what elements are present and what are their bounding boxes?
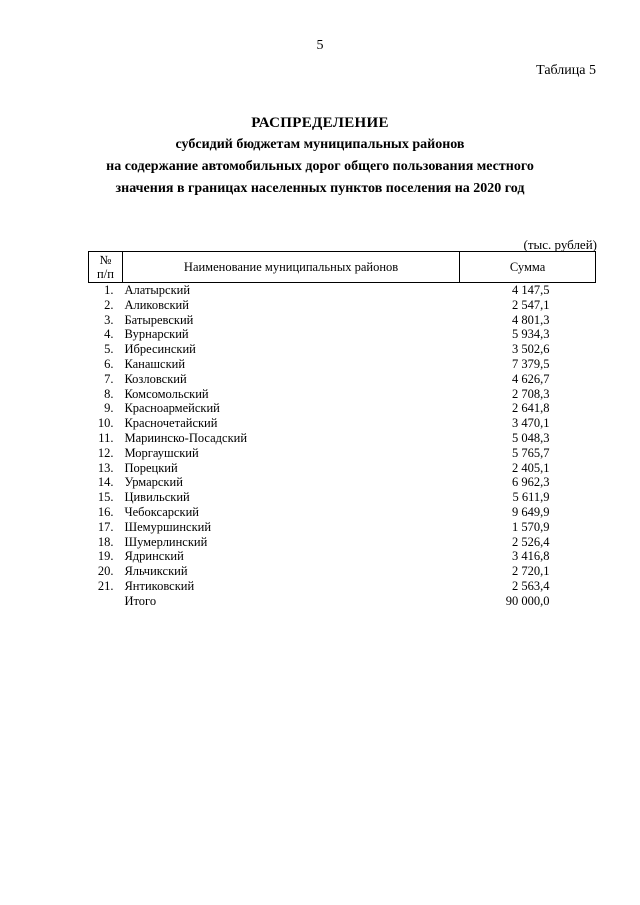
table-row — [89, 505, 596, 520]
district-name: Порецкий — [124, 460, 178, 475]
table-row — [89, 327, 596, 342]
row-number: 9. — [104, 401, 114, 416]
row-number: 7. — [104, 371, 114, 386]
district-name: Янтиковский — [124, 578, 195, 593]
district-name: Шумерлинский — [124, 534, 208, 549]
table-row — [89, 342, 596, 357]
title-line-2: на содержание автомобильных дорог общего пользования местного — [106, 159, 534, 174]
district-name: Алатырский — [124, 283, 191, 297]
subsidy-sum: 2 641,8 — [512, 401, 550, 416]
row-number: 2. — [104, 297, 114, 312]
district-name: Аликовский — [124, 297, 189, 312]
table-row — [89, 579, 596, 594]
subsidy-sum: 5 934,3 — [512, 327, 550, 342]
district-name: Шемуршинский — [124, 519, 212, 534]
district-name: Красноармейский — [124, 401, 220, 416]
row-number: 8. — [104, 386, 114, 401]
document-title — [0, 112, 640, 200]
subsidy-sum: 1 570,9 — [512, 519, 550, 534]
district-name: Урмарский — [124, 475, 183, 490]
table-row — [89, 564, 596, 579]
subsidy-sum: 2 526,4 — [512, 534, 550, 549]
title-heading: РАСПРЕДЕЛЕНИЕ — [251, 115, 389, 131]
table-row — [89, 490, 596, 505]
subsidy-sum: 4 801,3 — [512, 312, 550, 327]
subsidy-sum: 3 416,8 — [512, 549, 550, 564]
district-name: Вурнарский — [124, 327, 189, 342]
row-number: 5. — [104, 342, 114, 357]
row-number: 1. — [104, 283, 114, 297]
units-note: (тыс. рублей) — [523, 237, 597, 252]
subsidy-sum: 5 765,7 — [512, 445, 550, 460]
page-number: 5 — [316, 38, 324, 53]
subsidy-sum: 9 649,9 — [512, 504, 550, 519]
title-line-1: субсидий бюджетам муниципальных районов — [175, 137, 465, 152]
title-line-3: значения в границах населенных пунктов поселения на 2020 год — [115, 181, 525, 196]
row-number: 11. — [98, 430, 114, 445]
header-number — [89, 252, 123, 283]
subsidy-sum: 4 147,5 — [512, 283, 550, 297]
row-number: 6. — [104, 356, 114, 371]
row-number: 14. — [97, 475, 114, 490]
district-name: Комсомольский — [124, 386, 209, 401]
district-name: Канашский — [124, 356, 186, 371]
row-number: 15. — [97, 490, 114, 505]
subsidy-sum: 5 611,9 — [512, 490, 550, 505]
row-number: 19. — [97, 549, 114, 564]
district-name: Яльчикский — [124, 564, 188, 579]
row-number: 13. — [97, 460, 114, 475]
row-number: 20. — [97, 564, 114, 579]
row-number: 17. — [97, 519, 114, 534]
table-row — [89, 520, 596, 535]
table-row — [89, 283, 596, 298]
header-sum: Сумма — [460, 252, 596, 283]
table-row — [89, 372, 596, 387]
subsidy-sum: 4 626,7 — [512, 371, 550, 386]
district-name: Цивильский — [124, 490, 190, 505]
row-number: 12. — [97, 445, 114, 460]
table-row — [89, 431, 596, 446]
subsidy-sum: 5 048,3 — [512, 430, 550, 445]
table-header-row — [89, 252, 596, 283]
subsidy-sum: 6 962,3 — [512, 475, 550, 490]
table-row — [89, 461, 596, 476]
table-row — [89, 387, 596, 402]
subsidy-sum: 2 720,1 — [512, 564, 550, 579]
header-number-symbol: № — [99, 253, 112, 267]
table-row — [89, 357, 596, 372]
table-row — [89, 475, 596, 490]
table-row — [89, 298, 596, 313]
district-name: Мариинско-Посадский — [124, 430, 248, 445]
row-number: 10. — [97, 416, 114, 431]
row-number: 16. — [97, 504, 114, 519]
district-name: Моргаушский — [124, 445, 199, 460]
subsidy-sum: 2 405,1 — [512, 460, 550, 475]
row-number: 4. — [104, 327, 114, 342]
table-row — [89, 313, 596, 328]
subsidy-sum: 7 379,5 — [512, 356, 550, 371]
total-label: Итого — [124, 593, 157, 608]
district-name: Ибресинский — [124, 342, 196, 357]
district-name: Чебоксарский — [124, 504, 199, 519]
table-row — [89, 549, 596, 564]
header-district-name: Наименование муниципальных районов — [122, 252, 459, 283]
total-row — [89, 594, 596, 609]
subsidy-table — [88, 251, 596, 609]
table-row — [89, 446, 596, 461]
row-number: 3. — [104, 312, 114, 327]
subsidy-sum: 3 502,6 — [512, 342, 550, 357]
header-number-abbrev: п/п — [97, 267, 114, 281]
table-caption: Таблица 5 — [536, 63, 596, 78]
total-row-number — [89, 594, 123, 609]
row-number: 21. — [97, 578, 114, 593]
subsidy-sum: 2 547,1 — [512, 297, 550, 312]
row-number: 18. — [97, 534, 114, 549]
subsidy-sum: 2 563,4 — [512, 578, 550, 593]
table-row — [89, 535, 596, 550]
total-sum: 90 000,0 — [505, 593, 550, 608]
district-name: Козловский — [124, 371, 187, 386]
subsidy-sum: 3 470,1 — [512, 416, 550, 431]
subsidy-sum: 2 708,3 — [512, 386, 550, 401]
district-name: Батыревский — [124, 312, 194, 327]
table-row — [89, 416, 596, 431]
table-row — [89, 401, 596, 416]
district-name: Красночетайский — [124, 416, 218, 431]
district-name: Ядринский — [124, 549, 184, 564]
